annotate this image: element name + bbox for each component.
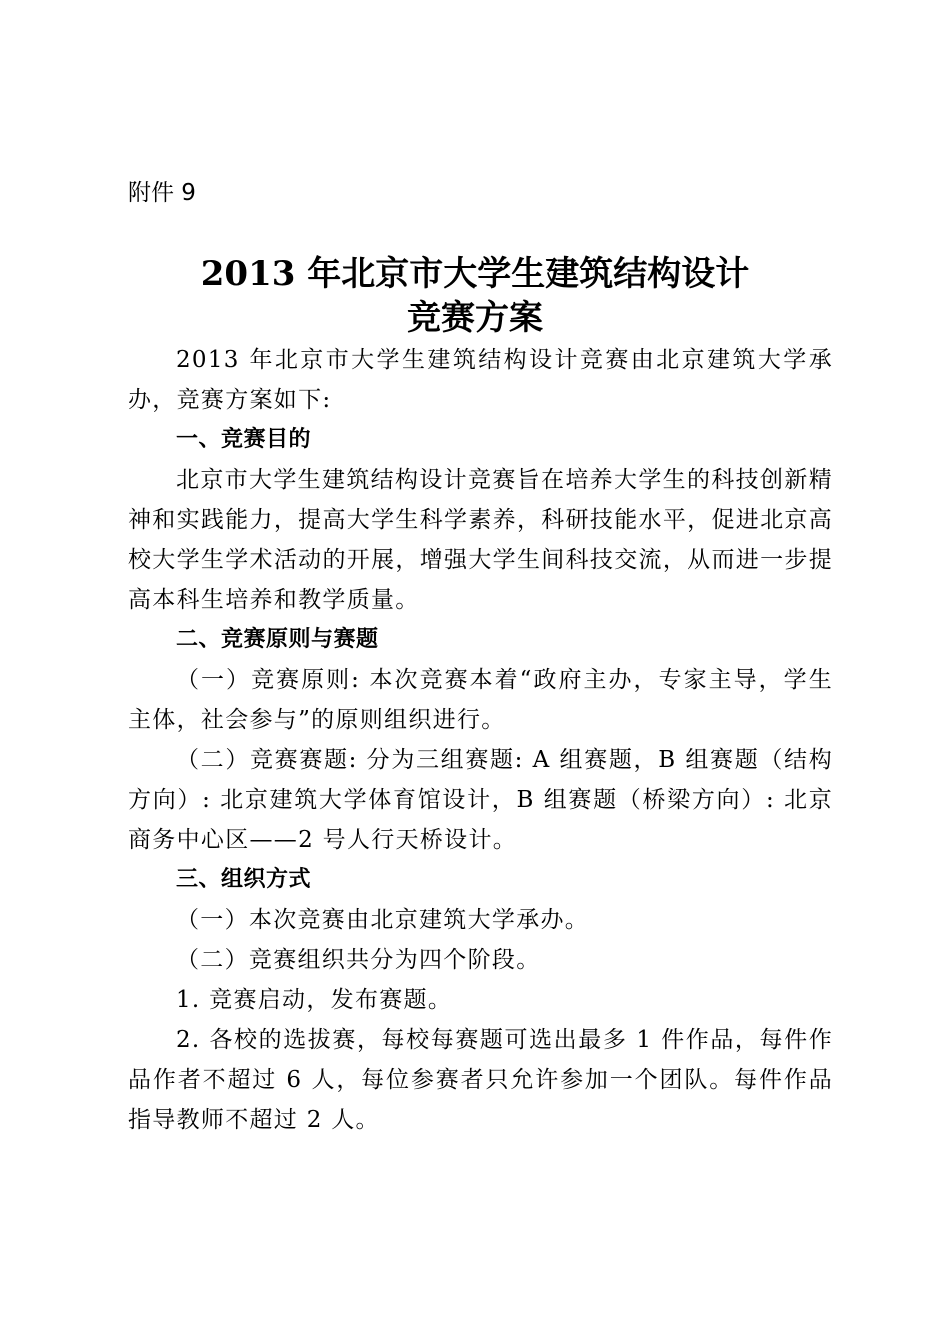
section-heading-purpose: 一、竞赛目的 — [176, 427, 312, 452]
section-heading-principles: 二、竞赛原则与赛题 — [176, 627, 379, 652]
organization-paragraph-1: （一）本次竞赛由北京建筑大学承办。 — [176, 907, 590, 933]
intro-paragraph: 2013 年北京市大学生建筑结构设计竞赛由北京建筑大学承办，竞赛方案如下: — [128, 347, 833, 413]
document-title-line1: 2013 年北京市大学生建筑结构设计 — [200, 254, 750, 294]
organization-paragraph-4: 2. 各校的选拔赛，每校每赛题可选出最多 1 件作品，每件作品作者不超过 6 人，每位参赛者只允许参加一个团队。每件作品指导教师不超过 2 人。 — [128, 1027, 833, 1133]
document-body — [128, 340, 833, 1140]
section-heading-organization: 三、组织方式 — [176, 867, 312, 892]
topics-paragraph: （二）竞赛赛题: 分为三组赛题: A 组赛题，B 组赛题（结构方向）: 北京建筑大学体育馆设计，B 组赛题（桥梁方向）: 北京商务中心区——2 号人行天桥设计。 — [128, 747, 833, 853]
purpose-paragraph: 北京市大学生建筑结构设计竞赛旨在培养大学生的科技创新精神和实践能力，提高大学生科学素养，科研技能水平，促进北京高校大学生学术活动的开展，增强大学生间科技交流，从而进一步提高本科生培养和教学质量。 — [128, 467, 833, 613]
organization-paragraph-2: （二）竞赛组织共分为四个阶段。 — [176, 947, 541, 973]
attachment-label: 附件 9 — [128, 180, 196, 206]
principles-paragraph: （一）竞赛原则: 本次竞赛本着“政府主办，专家主导，学生主体，社会参与”的原则组织进行。 — [128, 667, 833, 733]
document-title-line2: 竞赛方案 — [407, 298, 543, 338]
organization-paragraph-3: 1. 竞赛启动，发布赛题。 — [176, 987, 453, 1013]
